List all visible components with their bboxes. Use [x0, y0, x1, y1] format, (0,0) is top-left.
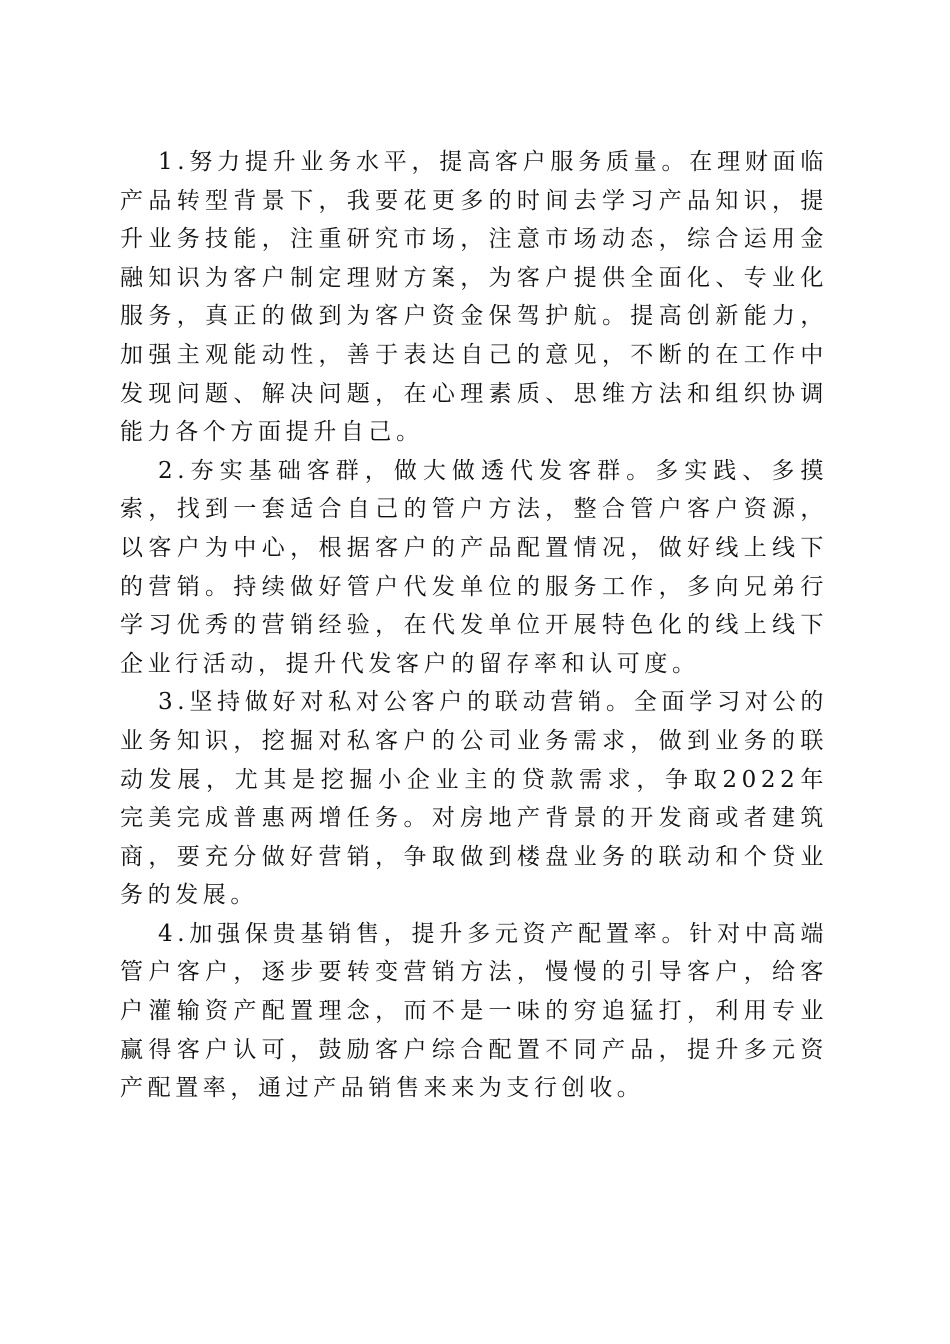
paragraph-4: 4.加强保贵基销售，提升多元资产配置率。针对中高端管户客户，逐步要转变营销方法，慢慢的引导客户，给客户灌输资产配置理念，而不是一味的穷追猛打，利用专业赢得客户认可，鼓励客户综合配置不同产品，提升多元资产配置率，通过产品销售来来为支行创收。 [120, 920, 828, 1102]
paragraph-3: 3.坚持做好对私对公客户的联动营销。全面学习对公的业务知识，挖掘对私客户的公司业务需求，做到业务的联动发展，尤其是挖掘小企业主的贷款需求，争取2022年完美完成普惠两增任务。对房地产背景的开发商或者建筑商，要充分做好营销，争取做到楼盘业务的联动和个贷业务的发展。 [120, 689, 828, 909]
paragraph-1: 1.努力提升业务水平，提高客户服务质量。在理财面临产品转型背景下，我要花更多的时间去学习产品知识，提升业务技能，注重研究市场，注意市场动态，综合运用金融知识为客户制定理财方案，为客户提供全面化、专业化服务，真正的做到为客户资金保驾护航。提高创新能力，加强主观能动性，善于表达自己的意见，不断的在工作中发现问题、解决问题，在心理素质、思维方法和组织协调能力各个方面提升自己。 [120, 149, 828, 446]
paragraph-2: 2.夯实基础客群，做大做透代发客群。多实践、多摸索，找到一套适合自己的管户方法，整合管户客户资源，以客户为中心，根据客户的产品配置情况，做好线上线下的营销。持续做好管户代发单位的服务工作，多向兄弟行学习优秀的营销经验，在代发单位开展特色化的线上线下企业行活动，提升代发客户的留存率和认可度。 [120, 457, 828, 677]
document-body [120, 143, 828, 1108]
